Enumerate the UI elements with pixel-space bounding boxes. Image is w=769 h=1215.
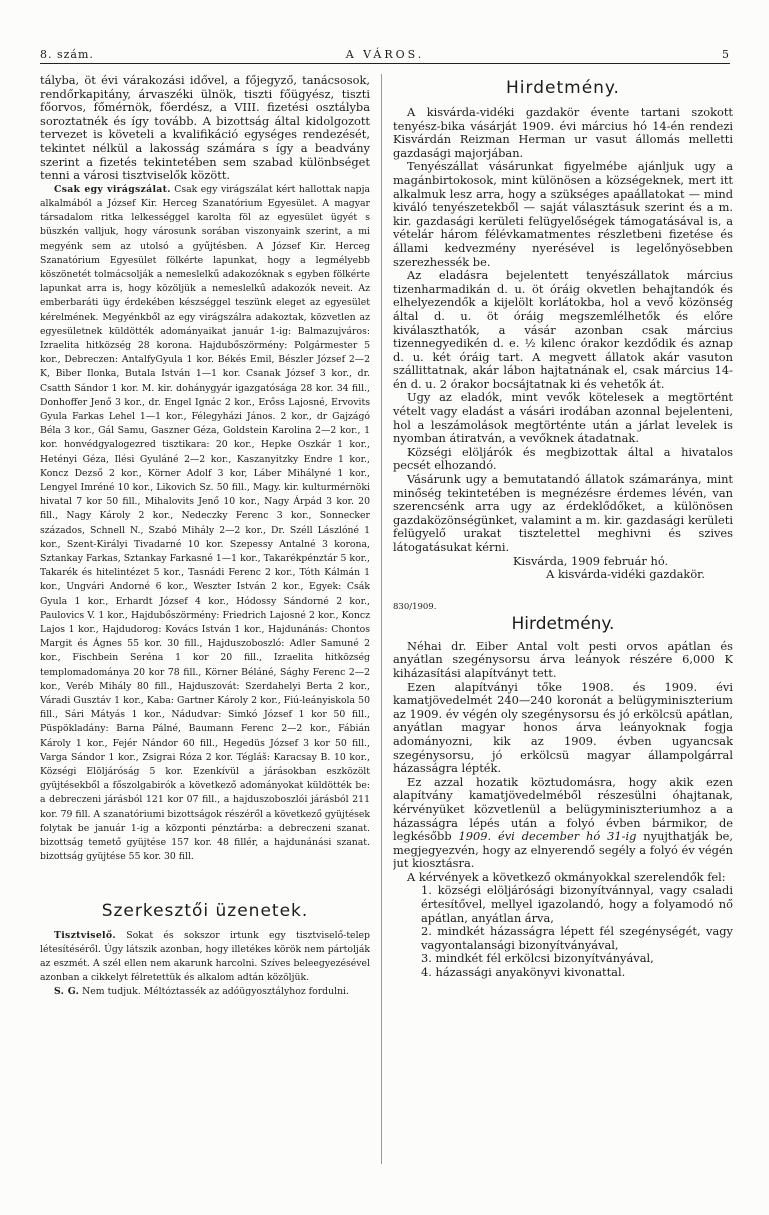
announcement-paragraph: A kérvények a következő okmányokkal szerelendők fel: [407, 869, 726, 884]
required-documents-list [393, 884, 733, 979]
donation-article [40, 183, 370, 865]
announcement-paragraph: Az eladásra bejelentett tenyészállatok március tizenharmadikán d. u. öt óráig okvetlen behajtandók és elhelyezendők a kijelölt korlátokba, hol a vevő közönség által d. u. öt óráig megszemlélhetők és előre kiválaszthatók, a vásár azonban csak március tizennegyedikén d. e. ½ kilenc órakor kezdődik és aznap d. u. két óráig tart. A megvett állatok akár vasuton szállittatnak, akár lábon hajtatnának el, csak március 14-én d. u. 2 órakor bocsájtatnak ki és vehetők át. [393, 268, 733, 391]
newspaper-title: A VÁROS. [345, 48, 425, 61]
article-continuation: tályba, öt évi várakozási idővel, a főjegyző, tanácsosok, rendőrkapitány, árvaszéki ülnök, tiszti főügyész, tiszti főorvos, főmérnök, főerdész, a VIII. fizetési osztályba soroztatnék és így tovább. A bizottság által kidolgozott tervezet is követeli a kvalifikáció egységes rendezését, tekintet nélkül a lakosság számára s így a beadvány szerint a fizetés tekintetében sem szabad különbséget tenni a városi tisztviselők között. [40, 74, 370, 183]
editor-messages-heading: Szerkesztői üzenetek. [101, 900, 309, 921]
deadline-emphasis: 1909. évi december hó 31-ig [458, 829, 637, 844]
list-item: 4. házassági anyakönyvi kivonattal. [421, 965, 626, 980]
announcement-heading: Hirdetmény. [506, 78, 620, 98]
paragraph-text: Ez azzal hozatik köztudomásra, hogy akik ezen alapítvány kamatjövedelméből részesülni óhajtanak, kérvényüket közvetlenül a belügyminiszteriumhoz a a házasságra lépés után a folyó évben bármikor, de legkésőbb [393, 774, 733, 844]
announcement-paragraph: Községi elöljárók és megbizottak által a hivatalos pecsét elhozandó. [393, 444, 733, 473]
announcement-paragraph: A kisvárda-vidéki gazdakör évente tartani szokott tenyész-bika vásárját 1909. évi március hó 14-én rendezi Kisvárdán Reizman Herman ur vasut állomás melletti gazdasági majorjában. [393, 105, 733, 160]
page-header [40, 45, 730, 63]
donation-article-title: Csak egy virágszálat. [54, 183, 171, 195]
editor-message-title: Tisztviselő. [54, 929, 116, 941]
donation-article-body: Csak egy virágszálat kért hallottak napja alkalmából a József Kir. Herceg Szanatórium Egyesület. A magyar társadalom ritka lelkességgel karolta föl az egyesület ügyét s büszkén valljuk, hogy városunk sorában viszonyaink szerint, a mi megyénk sem az utolsó a gyűjtésben. A József Kir. Herceg Szanatórium Egyesület fölkérte lapunkat, hogy a legmélyebb köszönetét tolmácsolják a nemeslelkű adakozóknak s egyben fölkérte lapunkat arra is, hogy közöljük a nemeslelkű adakozók neveit. Az emberbaráti ügy érdekében készséggel teszünk eleget az egyesület kérelmének. Megyénkből az egy virágszálra adakoztak, közvetlen az egyesületnek küldötték adományaikat január 1-ig: Balmazujváros: Izraelita hitközség 28 korona. Hajdubőszörmény: Polgármester 5 kor., Debreczen: AntalfyGyula 1 kor. Békés Emil, Bészler József 2—2 K, Biber Ilonka, Butala István 1—1 kor. Csanak József 3 kor., dr. Csatth Sándor 1 kor. M. kir. dohánygyár igazgatósága 28 kor. 34 fill., Donhoffer Jenő 3 kor., dr. Engel Ignác 2 kor., Erőss Lajosné, Ervovits Gyula Farkas Lehel 1—1 kor., Félegyházi János. 2 kor., dr Gajzágó Béla 3 kor., Gál Samu, Gaszner Géza, Goldstein Karolina 2—2 kor., 1 kor. honvédgyalogezred tisztikara: 20 kor., Hepke Oszkár 1 kor., Hetényi Géza, Ilési Gyuláné 2—2 kor., Kaszanyitzky Endre 1 kor., Koncz Dezső 2 kor., Körner Adolf 3 kor, Láber Mihályné 1 kor., Lengyel Imréné 10 kor., Likovich Sz. 50 fill., Magy. kir. kulturmérnöki hivatal 7 kor 50 fill., Mihalovits Jenő 10 kor., Nagy Árpád 3 kor. 20 fill., Nagy Károly 2 kor., Nedeczky Ferenc 3 kor., Sonnecker százados, Schnell N., Szabó Mihály 2—2 kor., Dr. Széll Lászlóné 1 kor., Szent-Királyi Tivadarné 10 kor. Szepessy Antalné 3 korona, Sztankay Farkas, Sztankay Farkasné 1—1 kor., Takarékpénztár 5 kor., Takarék és hitelintézet 5 kor., Tasnádi Ferenc 2 kor., Tóth Kálmán 1 kor., Ungvári Andorné 6 kor., Weszter István 2 kor., Egyek: Csák Gyula 1 kor., Erhardt József 4 kor., Hódossy Sándorné 2 kor., Paulovics V. 1 kor., Hajdubőszörmény: Friedrich Lajosné 2 kor., Koncz Lajos 1 kor., Hajdudorog: Kovács István 1 kor., Hajdunánás: Chontos Margit és Ágnes 55 kor. 30 fill., Hajduszoboszló: Adler Samuné 2 kor., Fischbein Seréna 1 kor 20 fill., Izraelita hitközség templomadománya 20 kor 78 fill., Körner Béláné, Sághy Ferenc 2—2 kor., Veréb Mihály 80 fill., Hajduszovát: Szerdahelyi Berta 2 kor., Váradi Gusztáv 1 kor., Kaba: Gartner Károly 2 kor., Fiú-leányiskola 50 fill., Sári Mátyás 1 kor., Nádudvar: Simkó József 1 kor 50 fill., Püspökladány: Barna Pálné, Baumann Ferenc 2—2 kor., Fábián Károly 1 kor., Fejér Nándor 60 fill., Hegedüs József 3 kor 50 fill., Varga Sándor 1 kor., Zsigrai Róza 2 kor. Tégláš: Karacsay B. 10 kor., Községi Elöljáróság 5 kor. Ezenkívül a járásokban eszközölt gyüjtésekből a főszolgabirók a következő adományokat küldötték be: a debreczeni járásból 121 kor 07 fill., a hajduszoboszlói járásból 211 kor. 79 fill. A szanatóriumi bizottságok részéről a következő gyüjtések folytak be január 1-ig a központi pénztárba: a debreczeni szanat. bizottság temető gyüjtése 157 kor. 48 fillér, a hajdunánási szanat. bizottság gyüjtése 55 kor. 30 fill. [40, 183, 370, 863]
announcement-paragraph [393, 776, 733, 871]
list-item: 2. mindkét házasságra lépett fél szegénységét, vagy vagyontalansági bizonyítványával, [421, 924, 733, 952]
issue-number: 8. szám. [40, 48, 94, 61]
announcement-paragraph: Ugy az eladók, mint vevők kötelesek a megtörtént vételt vagy eladást a vásári irodában azonnal bejelenteni, hol a leszámolások megtörténte után a járlat levelek is nyomban átiratván, a vevőknek átadatnak. [393, 390, 733, 446]
reference-number: 830/1909. [393, 601, 437, 612]
announcement-signature: A kisvárda-vidéki gazdakör. [546, 567, 705, 582]
announcement-paragraph: Ezen alapítványi tőke 1908. és 1909. évi kamatjövedelmét 240—240 koronát a belügyminiszterium az 1909. év végén oly szegénysorsu és jó erkölcsü apátlan, anyátlan magyar honos árva leányoknak fogja adományozni, kik az 1909. évben ugyancsak szegénysorsu, jó erkölcsü magyar állampolgárral házasságra lépték. [393, 679, 733, 776]
editor-message-body: Nem tudjuk. Méltóztassék az adóügyosztályhoz fordulni. [79, 986, 349, 998]
paragraph-text: nyujthatják be, megjegyezvén, hogy az elnyerendő segély a folyó év végén jut kiosztásra. [393, 829, 733, 871]
right-column [393, 74, 733, 1164]
list-item: 1. községi elöljárósági bizonyítvánnyal, vagy csaladi értesítővel, mellyel igazolandó, hogy a folyamodó nő apátlan, anyátlan árva, [421, 883, 733, 925]
editor-message [40, 985, 370, 999]
header-rule [40, 63, 730, 64]
announcement-heading: Hirdetmény. [511, 613, 615, 634]
column-divider [381, 74, 382, 1164]
list-item: 3. mindkét fél erkölcsi bizonyítványával, [421, 951, 654, 966]
page-number: 5 [722, 48, 730, 61]
announcement-paragraph: Tenyészállat vásárunkat figyelmébe ajánljuk ugy a magánbirtokosok, mint különösen a községeknek, mert itt alkalmuk lesz arra, hogy a szükséges apaállatokat — mind kiváló tenyészetekből — saját választásuk szerint és a m. kir. gazdasági kerületi felügyelőségek támogatásával is, a vételár három félévkamatmentes részletbeni fizetése és állami kedvezmény nyerésével is legelőnyösebben szerezhessék be. [393, 159, 733, 269]
announcement-paragraph: Néhai dr. Eiber Antal volt pesti orvos apátlan és anyátlan szegénysorsu árva leányok részére 6,000 K kiházasítási alapítványt tett. [393, 638, 733, 680]
editor-message-body: Sokat és sokszor irtunk egy tisztviselő-telep létesítéséről. Úgy látszik azonban, hogy illetékes körök nem pártolják az eszmét. A szél ellen nem akarunk harcolni. Szíves beleegyezésével azonban a cikkelyt félretettük és alkalom adtán közöljük. [40, 929, 370, 984]
editor-message-title: S. G. [54, 986, 80, 998]
editor-message [40, 929, 370, 986]
left-column [40, 74, 370, 1164]
announcement-paragraph: Vásárunk ugy a bemutatandó állatok számaránya, mint minőség tekintetében is megnézésre érdemes lévén, van szerencsénk arra ugy az érdeklődőket, a különösen gazdaközönségünket, valamint a m. kir. gazdasági kerületi felügyelő urakat tisztelettel meghivni és szives látogatásukat kérni. [393, 472, 733, 554]
announcement-date: Kisvárda, 1909 február hó. [513, 553, 669, 568]
